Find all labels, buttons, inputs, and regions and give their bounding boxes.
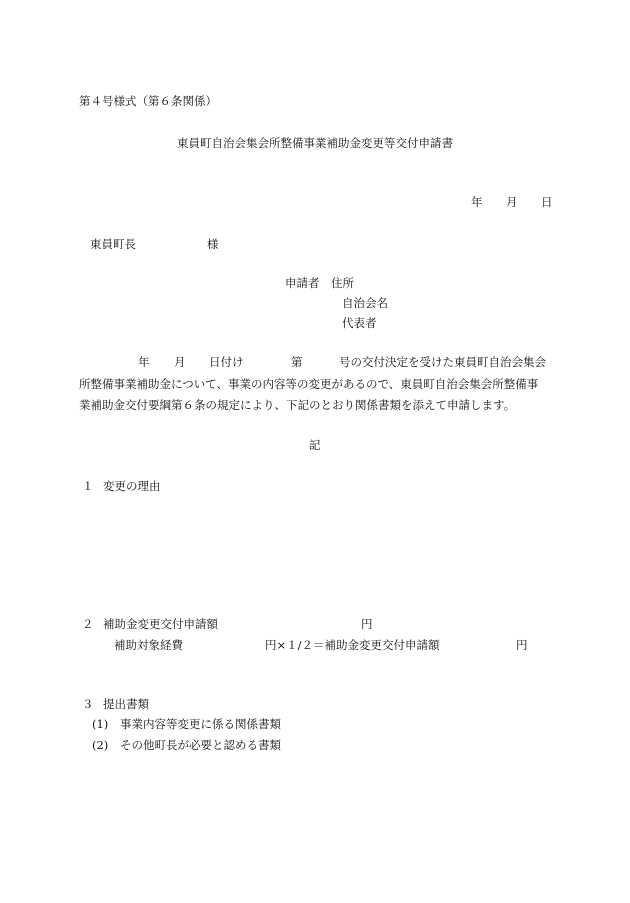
applicant-address-label: 住所 — [331, 276, 354, 290]
date-year-label: 年 — [471, 195, 483, 209]
ki-heading: 記 — [309, 438, 321, 452]
document-title: 東員町自治会集会所整備事業補助金変更等交付申請書 — [177, 136, 453, 150]
section-3-title: 提出書類 — [103, 697, 149, 711]
section-3-item-2-number: (2) — [92, 738, 109, 752]
section-1-number: １ — [82, 479, 94, 493]
section-2-number: ２ — [82, 617, 94, 631]
section-3-item-2-text: その他町長が必要と認める書類 — [120, 738, 281, 752]
section-2-yen2: 円 — [516, 638, 528, 652]
body-line1-rest: 号の交付決定を受けた東員町自治会集会 — [339, 355, 546, 369]
body-month-label: 月 — [174, 355, 186, 369]
date-month-label: 月 — [506, 195, 518, 209]
addressee-name: 東員町長 — [90, 237, 136, 251]
date-day-label: 日 — [541, 195, 553, 209]
body-line3: 業補助金交付要綱第６条の規定により、下記のとおり関係書類を添えて申請します。 — [79, 398, 516, 412]
section-3-item-1-number: (1) — [92, 717, 109, 731]
section-2-sub-label: 補助対象経費 — [114, 638, 183, 652]
section-1-title: 変更の理由 — [103, 479, 161, 493]
section-3-item-1-text: 事業内容等変更に係る関係書類 — [120, 717, 281, 731]
addressee-honorific: 様 — [207, 237, 219, 251]
body-dai-label: 第 — [291, 355, 303, 369]
section-2-title: 補助金変更交付申請額 — [103, 617, 218, 631]
applicant-label: 申請者 — [285, 276, 320, 290]
section-2-formula: 円×１/２＝補助金変更交付申請額 — [265, 638, 440, 652]
form-label: 第４号様式（第６条関係） — [79, 94, 217, 108]
applicant-representative-label: 代表者 — [342, 316, 377, 330]
body-line2: 所整備事業補助金について、事業の内容等の変更があるので、東員町自治会集会所整備事 — [79, 377, 539, 391]
section-2-yen: 円 — [361, 617, 373, 631]
section-3-number: ３ — [82, 697, 94, 711]
body-year-label: 年 — [138, 355, 150, 369]
applicant-association-label: 自治会名 — [342, 296, 388, 310]
body-date-suffix: 日付け — [209, 355, 244, 369]
